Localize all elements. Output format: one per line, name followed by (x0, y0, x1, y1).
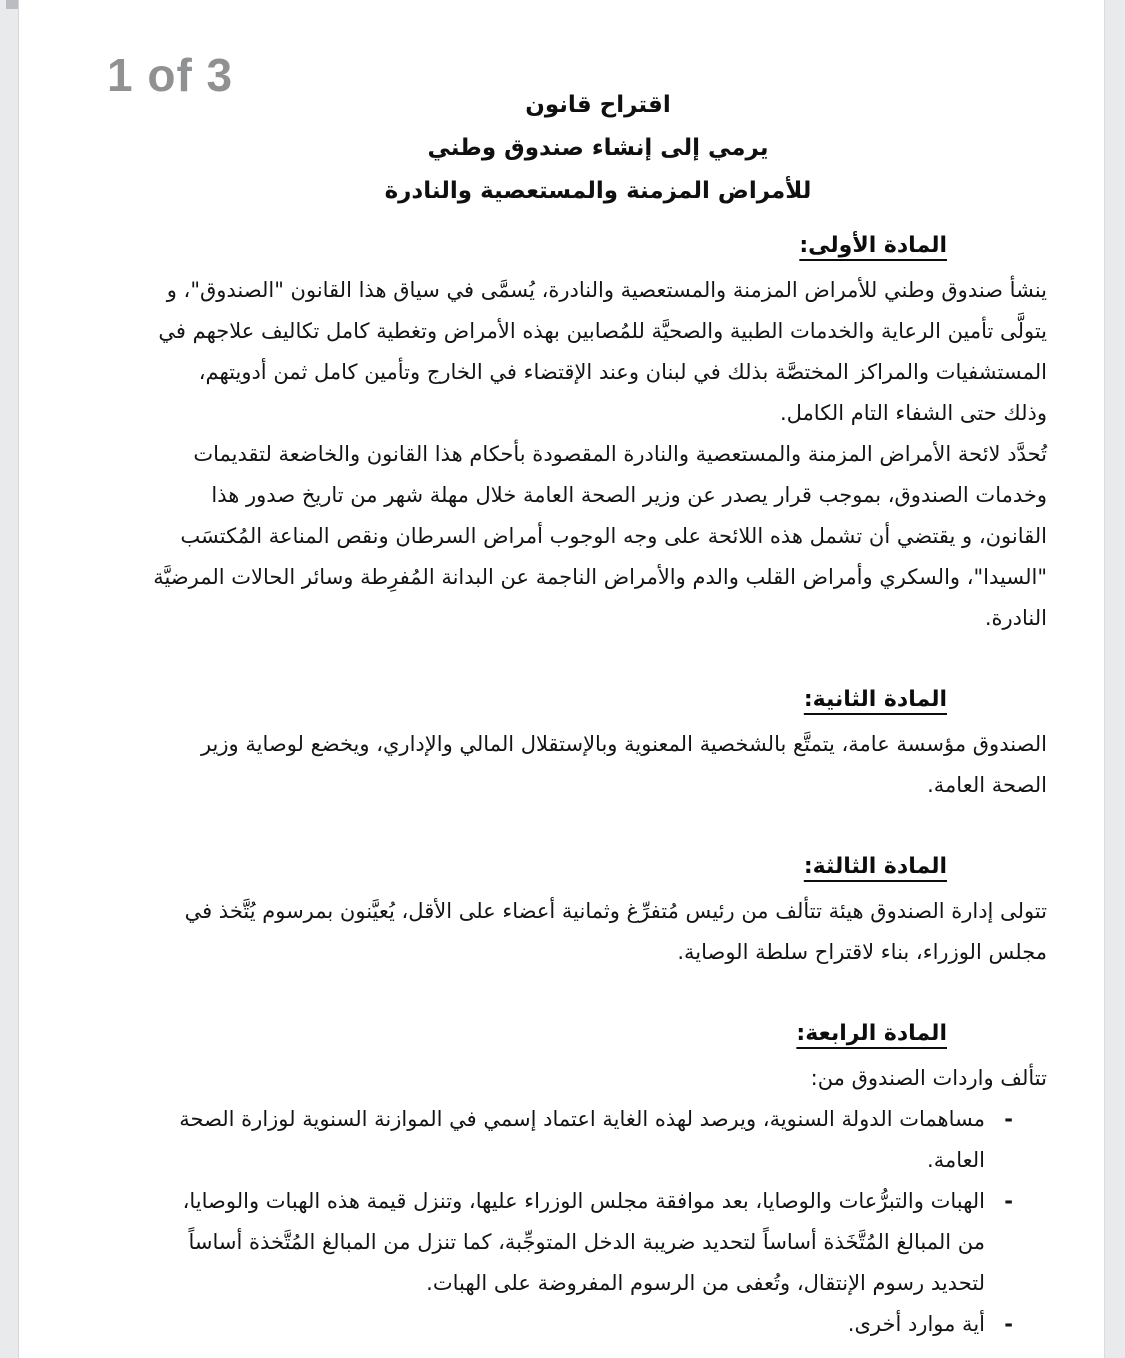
page-indicator: 1 of 3 (107, 49, 234, 101)
list-item-2-text: الهبات والتبرُّعات والوصايا، بعد موافقة مجلس الوزراء عليها، وتنزل قيمة هذه الهبات والوصايا، من المبالغ المُتَّخَذة أساساً لتحديد ضريبة الدخل المتوجِّبة، كما تنزل من المبالغ المُتَّخذة أساساً لتحديد رسوم الإنتقال، وتُعفى من الرسوم المفروضة على الهبات. (182, 1189, 985, 1295)
list-dash: - (1004, 1107, 1013, 1131)
article-3 (149, 846, 1047, 973)
article-2 (149, 679, 1047, 806)
article-4-heading: المادة الرابعة: (796, 1021, 947, 1046)
list-item-3-text: أية موارد أخرى. (847, 1312, 985, 1336)
article-4-intro: تتألف واردات الصندوق من: (810, 1066, 1047, 1090)
document-title (149, 84, 1047, 213)
article-1-heading: المادة الأولى: (799, 233, 947, 258)
document-body (149, 0, 1047, 1345)
list-dash: - (1004, 1189, 1013, 1213)
article-1-paragraph-1: ينشأ صندوق وطني للأمراض المزمنة والمستعصية والنادرة، يُسمَّى في سياق هذا القانون "الصندوق"، و يتولَّى تأمين الرعاية والخدمات الطبية والصحيَّة للمُصابين بهذه الأمراض وتغطية كامل تكاليف علاجهم في المستشفيات والمراكز المختصَّة بذلك في لبنان وعند الإقتضاء في الخارج وتأمين كامل ثمن أدويتهم، وذلك حتى الشفاء التام الكامل. (158, 278, 1047, 425)
article-1-paragraph-2: تُحدَّد لائحة الأمراض المزمنة والمستعصية والنادرة المقصودة بأحكام هذا القانون والخاضعة لتقديمات وخدمات الصندوق، بموجب قرار يصدر عن وزير الصحة العامة خلال مهلة شهر من تاريخ صدور هذا القانون، و يقتضي أن تشمل هذه اللائحة على وجه الوجوب أمراض السرطان ونقص المناعة المُكتسَب "السيدا"، والسكري وأمراض القلب والدم والأمراض الناجمة عن البدانة المُفرِطة وسائر الحالات المرضيَّة النادرة. (153, 442, 1047, 630)
list-item-1-text: مساهمات الدولة السنوية، ويرصد لهذه الغاية اعتماد إسمي في الموازنة السنوية لوزارة الصحة العامة. (179, 1107, 985, 1172)
article-2-paragraph-1: الصندوق مؤسسة عامة، يتمتَّع بالشخصية المعنوية وبالإستقلال المالي والإداري، ويخضع لوصاية وزير الصحة العامة. (200, 732, 1047, 797)
title-line-3: للأمراض المزمنة والمستعصية والنادرة (384, 178, 812, 204)
article-3-heading: المادة الثالثة: (803, 854, 947, 879)
article-2-heading: المادة الثانية: (803, 687, 947, 712)
document-page (18, 0, 1105, 1358)
article-1 (149, 225, 1047, 639)
list-item-3 (149, 1304, 1047, 1345)
list-item-1 (149, 1099, 1047, 1181)
list-dash: - (1004, 1312, 1013, 1336)
article-3-paragraph-1: تتولى إدارة الصندوق هيئة تتألف من رئيس مُتفرِّغ وثمانية أعضاء على الأقل، يُعيَّنون بمرسوم يُتَّخذ في مجلس الوزراء، بناء لاقتراح سلطة الوصاية. (184, 899, 1047, 964)
title-line-1: اقتراح قانون (525, 92, 671, 118)
article-4 (149, 1013, 1047, 1345)
revenue-sources-list (149, 1099, 1047, 1345)
list-item-2 (149, 1181, 1047, 1304)
title-line-2: يرمي إلى إنشاء صندوق وطني (427, 135, 769, 161)
